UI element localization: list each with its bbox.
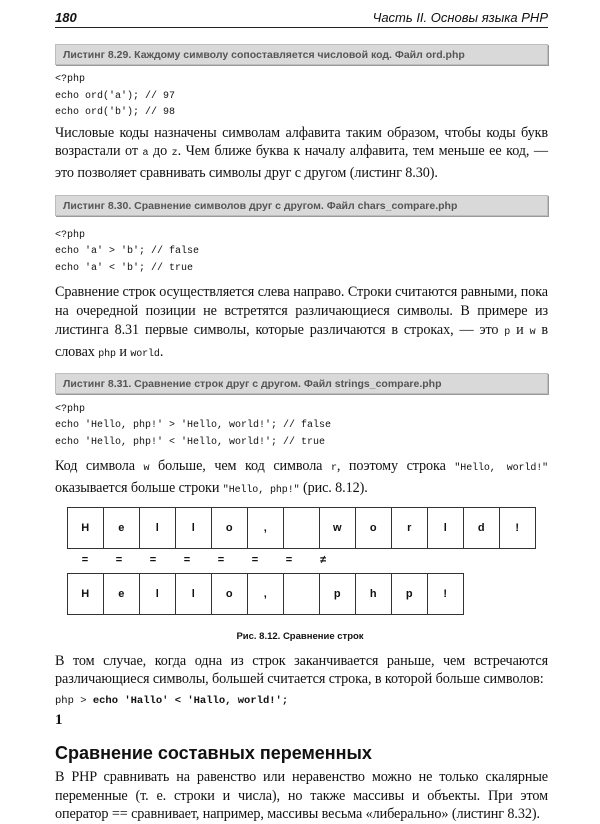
- char-cell: p: [391, 573, 429, 615]
- char-cell: e: [103, 507, 141, 549]
- listing-title: Листинг 8.30. Сравнение символов друг с другом. Файл chars_compare.php: [55, 195, 548, 216]
- char-cell: o: [355, 507, 393, 549]
- code-line: echo 'Hello, php!' < 'Hello, world!'; // true: [55, 436, 326, 448]
- comparison-sign: =: [115, 553, 123, 566]
- code-block: [55, 72, 548, 122]
- paragraph: В том случае, когда одна из строк заканчивается раньше, чем встречаются различающиеся символы, большей считается строка, в которой больше символов:: [55, 652, 548, 688]
- listing-title: Листинг 8.29. Каждому символу сопоставляется числовой код. Файл ord.php: [55, 44, 548, 65]
- char-cell: l: [139, 507, 177, 549]
- code-block: [55, 402, 548, 452]
- comparison-sign: =: [81, 553, 89, 566]
- comparison-sign: =: [251, 553, 259, 566]
- listing-title: Листинг 8.31. Сравнение строк друг с другом. Файл strings_compare.php: [55, 373, 548, 394]
- comparison-sign: =: [149, 553, 157, 566]
- char-cell: l: [175, 573, 213, 615]
- char-cell: !: [427, 573, 465, 615]
- paragraph: Код символа w больше, чем код символа r, поэтому строка "Hello, world!" оказывается больше строки "Hello, php!" (рис. 8.12).: [55, 458, 549, 496]
- char-cell: ,: [247, 573, 285, 615]
- char-cell: H: [67, 573, 105, 615]
- code-block: [55, 228, 548, 278]
- page-header: [55, 8, 548, 28]
- char-cell: o: [211, 507, 249, 549]
- code-line: <?php: [55, 229, 86, 241]
- char-cell: l: [175, 507, 213, 549]
- code-line: <?php: [55, 74, 86, 85]
- code-line: echo ord('a'); // 97: [55, 90, 176, 102]
- paragraph: Числовые коды назначены символам алфавита таким образом, чтобы коды букв возрастали от a до z. Чем ближе буква к началу алфавита, тем меньше ее код, — это позволяет сравнивать символы друг с другом (листинг 8.30).: [55, 124, 548, 182]
- char-cell: h: [355, 573, 393, 615]
- figure-caption: Рис. 8.12. Сравнение строк: [236, 630, 364, 642]
- char-cell: [283, 507, 321, 549]
- console-result: 1: [55, 711, 63, 728]
- page-number: 180: [55, 10, 77, 25]
- char-cell: !: [499, 507, 537, 549]
- figure: [55, 507, 548, 631]
- figure-comparisons: [68, 554, 340, 566]
- figure-bottom-row: [68, 573, 464, 615]
- char-cell: w: [319, 507, 357, 549]
- chapter-title: Часть II. Основы языка PHP: [372, 10, 548, 25]
- comparison-sign: ≠: [319, 553, 327, 566]
- char-cell: p: [319, 573, 357, 615]
- char-cell: [283, 573, 321, 615]
- section-heading: Сравнение составных переменных: [55, 742, 372, 763]
- char-cell: r: [391, 507, 429, 549]
- code-line: echo 'a' < 'b'; // true: [55, 262, 194, 274]
- page-content: [55, 8, 548, 824]
- code-line: echo 'Hello, php!' > 'Hello, world!'; // false: [55, 420, 332, 432]
- console-line: php > echo 'Hallo' < 'Hallo, world!';: [55, 695, 289, 708]
- char-cell: H: [67, 507, 105, 549]
- paragraph: Сравнение строк осуществляется слева направо. Строки считаются равными, пока на очередной позиции не встретятся различающиеся символы. В примере из листинга 8.31 первые символы, которые различаются в строках, — это p и w в словах php и world.: [55, 284, 548, 360]
- comparison-sign: =: [183, 553, 191, 566]
- code-line: echo ord('b'); // 98: [55, 107, 176, 118]
- code-line: <?php: [55, 403, 86, 415]
- paragraph: В PHP сравнивать на равенство или неравенство можно не только скалярные переменные (т. е. строки и числа), но также массивы и объекты. При этом оператор == сравнивает, например, массивы весьма «либерально» (листинг 8.32).: [55, 768, 548, 823]
- comparison-sign: =: [285, 553, 293, 566]
- char-cell: ,: [247, 507, 285, 549]
- char-cell: l: [427, 507, 465, 549]
- char-cell: l: [139, 573, 177, 615]
- figure-top-row: [68, 507, 536, 549]
- char-cell: d: [463, 507, 501, 549]
- char-cell: e: [103, 573, 141, 615]
- comparison-sign: =: [217, 553, 225, 566]
- char-cell: o: [211, 573, 249, 615]
- code-line: echo 'a' > 'b'; // false: [55, 246, 200, 258]
